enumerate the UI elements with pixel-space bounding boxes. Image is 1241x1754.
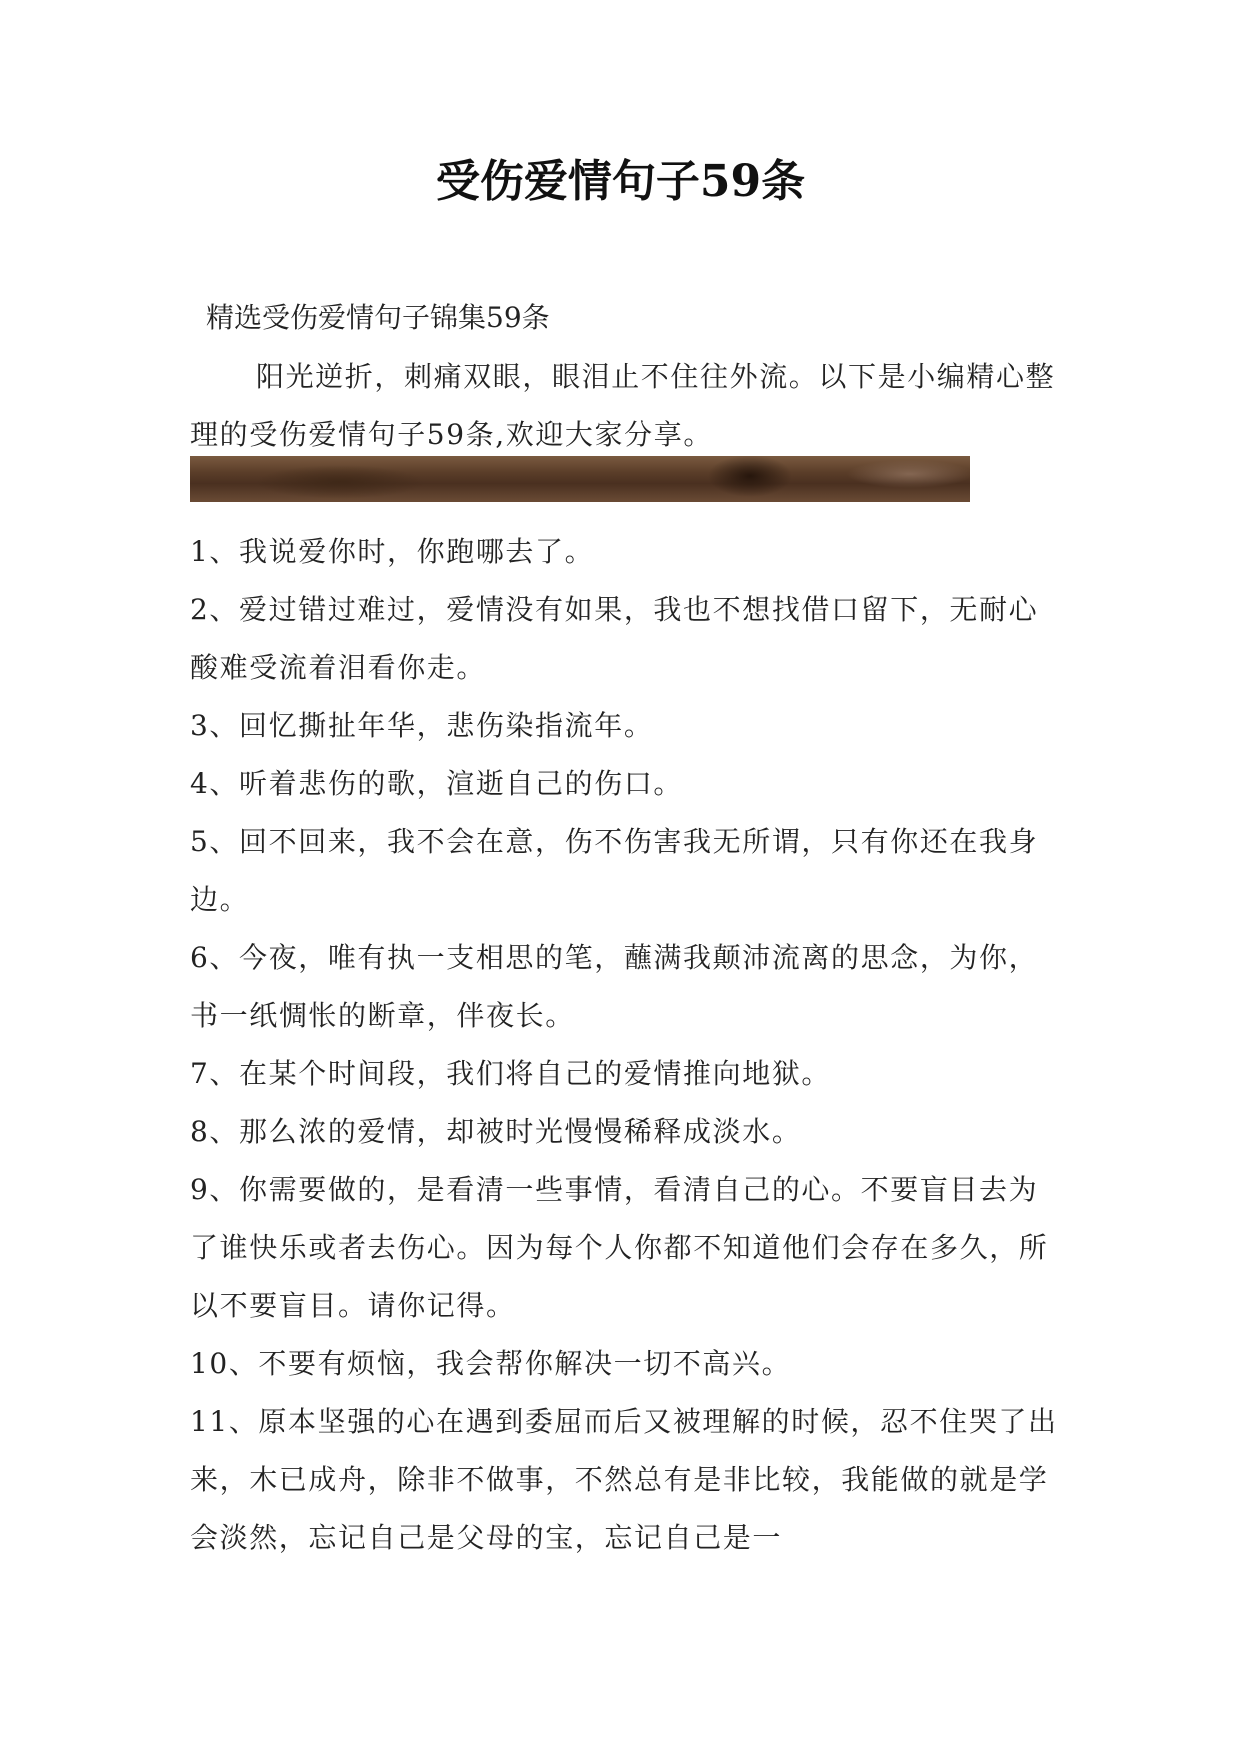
list-item: 5、回不回来，我不会在意，伤不伤害我无所谓，只有你还在我身边。 (190, 825, 1039, 916)
header-image (190, 456, 970, 502)
list-item: 4、听着悲伤的歌，渲逝自己的伤口。 (190, 767, 684, 800)
list-item: 1、我说爱你时，你跑哪去了。 (190, 535, 595, 568)
quote-list (190, 523, 1060, 1567)
list-item: 10、不要有烦恼，我会帮你解决一切不高兴。 (190, 1347, 792, 1380)
list-item: 8、那么浓的爱情，却被时光慢慢稀释成淡水。 (190, 1115, 802, 1148)
list-item: 7、在某个时间段，我们将自己的爱情推向地狱。 (190, 1057, 832, 1090)
list-item: 2、爱过错过难过，爱情没有如果，我也不想找借口留下，无耐心酸难受流着泪看你走。 (190, 593, 1039, 684)
document-title: 受伤爱情句子59条 (435, 156, 806, 207)
list-item: 3、回忆撕扯年华，悲伤染指流年。 (190, 709, 654, 742)
document-subtitle: 精选受伤爱情句子锦集59条 (206, 301, 550, 334)
intro-paragraph: 阳光逆折，刺痛双眼，眼泪止不住往外流。以下是小编精心整理的受伤爱情句子59条,欢迎大家分享。 (190, 360, 1056, 451)
list-item: 9、你需要做的，是看清一些事情，看清自己的心。不要盲目去为了谁快乐或者去伤心。因为每个人你都不知道他们会存在多久，所以不要盲目。请你记得。 (190, 1173, 1049, 1322)
list-item: 6、今夜，唯有执一支相思的笔，蘸满我颠沛流离的思念，为你，书一纸惆怅的断章，伴夜长。 (190, 941, 1039, 1032)
list-item: 11、原本坚强的心在遇到委屈而后又被理解的时候，忍不住哭了出来，木已成舟，除非不做事，不然总有是非比较，我能做的就是学会淡然，忘记自己是父母的宝，忘记自己是一 (190, 1405, 1058, 1554)
